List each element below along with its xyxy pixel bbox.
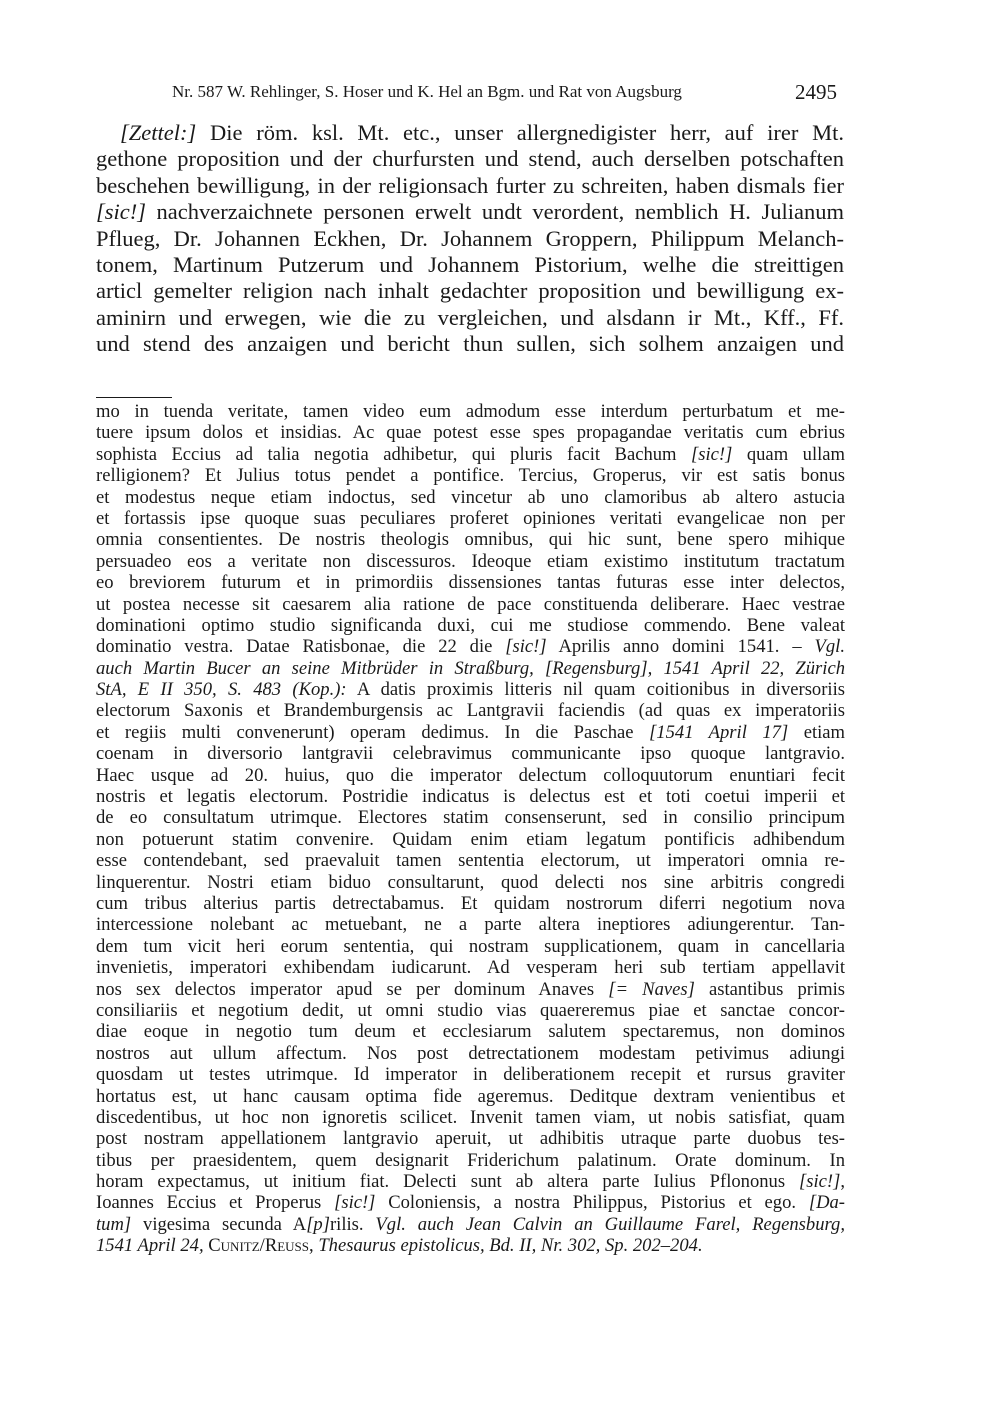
- italic-segment: [Da-: [808, 1192, 845, 1214]
- italic-segment: auch Martin Bucer an seine Mitbrüder in Straßburg, [Regensburg], 1541 April 22, Zürich: [96, 657, 845, 679]
- text-segment: aminirn und erwegen, wie die zu vergleichen, und alsdann ir Mt., Kff., Ff.: [96, 304, 844, 330]
- main-text-line: [96, 173, 844, 199]
- footnote-line: [96, 850, 845, 871]
- footnote-line: [96, 1086, 845, 1107]
- text-segment: coenam in diversorio lantgravii celebravimus communicante ipso quoque lantgravio.: [96, 743, 845, 765]
- footnote-line: [96, 893, 845, 914]
- text-segment: ut postea necesse sit caesarem alia ratione de pace constituenda deliberare. Haec vestrae: [96, 593, 845, 615]
- text-segment: nos sex delectos imperator apud se per dominum Anaves: [96, 978, 609, 1000]
- italic-segment: Vgl.: [814, 636, 845, 658]
- footnote-line: [96, 529, 845, 550]
- italic-segment: [sic!]: [96, 199, 146, 225]
- text-segment: A datis proximis litteris nil quam coitionibus in diversoriis: [346, 679, 845, 701]
- footnote-line: [96, 551, 845, 572]
- footnote-line: [96, 1021, 845, 1042]
- main-text-line: [96, 120, 844, 146]
- text-segment: ,: [309, 1235, 319, 1257]
- footnote-line: [96, 1000, 845, 1021]
- text-segment: quosdam ut testes utrimque. Id imperator in deliberationem recepit et rursus graviter: [96, 1064, 845, 1086]
- page-number: 2495: [795, 80, 837, 104]
- footnote-line: [96, 1192, 845, 1213]
- footnote-line: [96, 572, 845, 593]
- text-segment: rilis.: [329, 1213, 376, 1235]
- text-segment: dominationi optimo studio significanda duxi, cui me studiose commendo. Bene valeat: [96, 614, 845, 636]
- main-text-line: [96, 305, 844, 331]
- footnote-line: [96, 487, 845, 508]
- text-segment: nachverzaichnete personen erwelt undt verordent, nemblich H. Julianum: [146, 199, 844, 225]
- text-segment: hortatus est, ut hanc causam optima fide ageremus. Deditque dextram venientibus et: [96, 1085, 845, 1107]
- text-segment: beschehen bewilligung, in der religionsach furter zu schreiten, haben dismals fier: [96, 172, 844, 198]
- footnote-line: [96, 401, 845, 422]
- italic-segment: [Zettel:]: [120, 120, 197, 145]
- text-segment: dem tum vicit heri eorum sententia, qui nostram supplicationem, quam in cancellaria: [96, 935, 845, 957]
- italic-segment: 1541 April 24,: [96, 1235, 209, 1257]
- footnote-line: [96, 444, 845, 465]
- italic-segment: [sic!]: [334, 1192, 376, 1214]
- text-segment: dominatio vestra. Datae Ratisbonae, die 22 die: [96, 636, 506, 658]
- text-segment: diae eoque in negotio tum deum et ecclesiarum salutem spectaremus, non dominos: [96, 1021, 845, 1043]
- running-head: Nr. 587 W. Rehlinger, S. Hoser und K. Hel an Bgm. und Rat von Augsburg: [172, 82, 682, 101]
- text-segment: Coloniensis, a nostra Philippus, Pistorius et ego.: [375, 1192, 809, 1214]
- italic-segment: [1541 April 17]: [649, 721, 789, 743]
- footnote-line: [96, 872, 845, 893]
- footnote-line: [96, 422, 845, 443]
- italic-segment: Vgl. auch Jean Calvin an Guillaume Farel, Regensburg,: [375, 1213, 845, 1235]
- text-segment: et modestus neque etiam indoctus, sed vincetur ab uno clamoribus ab altero astucia: [96, 486, 845, 508]
- main-text-line: [96, 331, 844, 357]
- text-segment: ,: [840, 1171, 845, 1193]
- text-segment: Die röm. ksl. Mt. etc., unser allergnedigister herr, auf irer Mt.: [196, 120, 844, 145]
- italic-segment: [p]: [306, 1213, 330, 1235]
- footnote-line: [96, 615, 845, 636]
- footnote-line: [96, 957, 845, 978]
- footnote-line: [96, 594, 845, 615]
- footnote-line: [96, 979, 845, 1000]
- text-segment: discedentibus, ut hoc non ignoretis scilicet. Invenit tamen viam, ut nobis satisfiat, quam: [96, 1106, 845, 1128]
- footnote-line: [96, 465, 845, 486]
- text-segment: et regiis multi convenerunt) operam dedimus. In die Paschae: [96, 721, 650, 743]
- text-segment: tonem, Martinum Putzerum und Johannem Pistorium, welhe die streittigen: [96, 251, 844, 277]
- footnote-line: [96, 786, 845, 807]
- footnote-line: [96, 1043, 845, 1064]
- footnote-line: [96, 1128, 845, 1149]
- text-segment: intercessione nolebant ac metuebant, ne a parte altera ineptiores adiungerentur. Tan-: [96, 914, 845, 936]
- text-segment: tibus per praesidentem, quem designarit Friderichum palatinum. Orate dominum. In: [96, 1149, 845, 1171]
- text-segment: nostris et legatis electorum. Postridie indicatus is delectus est et toti coetui imperii et: [96, 786, 845, 808]
- text-segment: sophista Eccius ad talia negotia adhibetur, qui pluris facit Bachum: [96, 443, 692, 465]
- text-segment: quam ullam: [732, 443, 845, 465]
- text-segment: relligionem? Et Julius totus pendet a pontifice. Tercius, Groperus, vir est satis bonus: [96, 465, 845, 487]
- main-text-line: [96, 146, 844, 172]
- footnote-line: [96, 914, 845, 935]
- footnote-line: [96, 1150, 845, 1171]
- italic-segment: tum]: [96, 1213, 132, 1235]
- footnote-line: [96, 1214, 845, 1235]
- footnote-line: [96, 1107, 845, 1128]
- footnote-line: [96, 1064, 845, 1085]
- footnote-line: [96, 636, 845, 657]
- text-segment: nostros aut ullum affectum. Nos post detrectationem modestam petivimus adiungi: [96, 1042, 845, 1064]
- footnote-line: [96, 829, 845, 850]
- text-segment: und stend des anzaigen und bericht thun sullen, sich solhem anzaigen und: [96, 331, 844, 357]
- text-segment: linquerentur. Nostri etiam biduo consultarunt, quod delecti nos sine arbitris congredi: [96, 871, 845, 893]
- text-segment: omnia consentientes. De nostris theologis omnibus, qui hic sunt, bene spero mihique: [96, 529, 845, 551]
- text-segment: gethone proposition und der churfursten und stend, auch derselben potschaften: [96, 146, 844, 172]
- footnote-line: [96, 679, 845, 700]
- footnote-text: [96, 401, 845, 1257]
- text-segment: astantibus primis: [694, 978, 845, 1000]
- italic-segment: StA, E II 350, S. 483 (Kop.):: [96, 679, 347, 701]
- text-segment: cum tribus alterius partis detrectabamus. Et quidam nostrorum diferri negotium nova: [96, 892, 845, 914]
- footnote-line: [96, 658, 845, 679]
- text-segment: et fortassis ipse quoque suas peculiares proferet opiniones veritati evangelicae non per: [96, 507, 845, 529]
- main-text-line: [96, 199, 844, 225]
- footnote-line: [96, 936, 845, 957]
- text-segment: eo breviorem futurum et in primordiis dissensiones tantas futuras esse inter delectos,: [96, 572, 845, 594]
- text-segment: horam expectamus, ut initium fiat. Delecti sunt ab altera parte Iulius Pflononus: [96, 1171, 800, 1193]
- footnote-line: [96, 722, 845, 743]
- text-segment: esse contendebant, sed praevaluit tamen sententia electorum, ut imperatori omnia re-: [96, 850, 845, 872]
- text-segment: articl gemelter religion nach inhalt gedachter proposition und bewilligung ex-: [96, 278, 844, 304]
- main-text-line: [96, 226, 844, 252]
- footnote-line: [96, 1171, 845, 1192]
- text-segment: Pflueg, Dr. Johannen Eckhen, Dr. Johannem Groppern, Philippum Melanch-: [96, 225, 844, 251]
- footnote-line: [96, 1235, 845, 1256]
- text-segment: Aprilis anno domini 1541. –: [546, 636, 815, 658]
- footnote-line: [96, 700, 845, 721]
- text-segment: mo in tuenda veritate, tamen video eum admodum esse interdum perturbatum et me-: [96, 401, 845, 422]
- main-text-line: [96, 278, 844, 304]
- text-segment: non potuerunt statim convenire. Quidam enim etiam legatum pontificis adhibendum: [96, 828, 845, 850]
- footnote-line: [96, 508, 845, 529]
- italic-segment: [sic!]: [799, 1171, 841, 1193]
- text-segment: invenietis, imperatori exhibendam iudicarunt. Ad vesperam heri sub tertiam appellavit: [96, 957, 845, 979]
- text-segment: persuadeo eos a veritate non discessuros. Ideoque etiam existimo institutum tractatum: [96, 550, 845, 572]
- text-segment: tuere ipsum dolos et insidias. Ac quae potest esse spes propagandae veritatis cum ebrius: [96, 422, 845, 444]
- text-segment: electorum Saxonis et Brandemburgensis ac Lantgravii faciendis (ad quas ex imperatoriis: [96, 700, 845, 722]
- footnote-line: [96, 743, 845, 764]
- italic-segment: [sic!]: [691, 443, 733, 465]
- main-text: [96, 120, 844, 358]
- text-segment: vigesima secunda A: [131, 1213, 307, 1235]
- text-segment: etiam: [788, 721, 845, 743]
- italic-segment: Thesaurus epistolicus, Bd. II, Nr. 302, Sp. 202–204.: [318, 1235, 703, 1257]
- italic-segment: [= Naves]: [608, 978, 695, 1000]
- page-header: [0, 80, 1004, 110]
- text-segment: de eo consultatum utrimque. Electores statim consenserunt, sed in consilio principum: [96, 807, 845, 829]
- footnote-separator: [96, 397, 172, 398]
- footnote-line: [96, 807, 845, 828]
- footnote-line: [96, 765, 845, 786]
- text-segment: post nostram appellationem lantgravio aperuit, ut adhibitis utraque parte duobus tes-: [96, 1128, 845, 1150]
- italic-segment: [sic!]: [505, 636, 547, 658]
- text-segment: Ioannes Eccius et Properus: [96, 1192, 335, 1214]
- text-segment: Cunitz/Reuss: [208, 1235, 310, 1257]
- text-segment: Haec usque ad 20. huius, quo die imperator delectum colloquutorum enuntiari fecit: [96, 764, 845, 786]
- main-text-line: [96, 252, 844, 278]
- text-segment: consiliariis et negotium dedit, ut omni studio vias quaereremus piae et sanctae concor-: [96, 999, 845, 1021]
